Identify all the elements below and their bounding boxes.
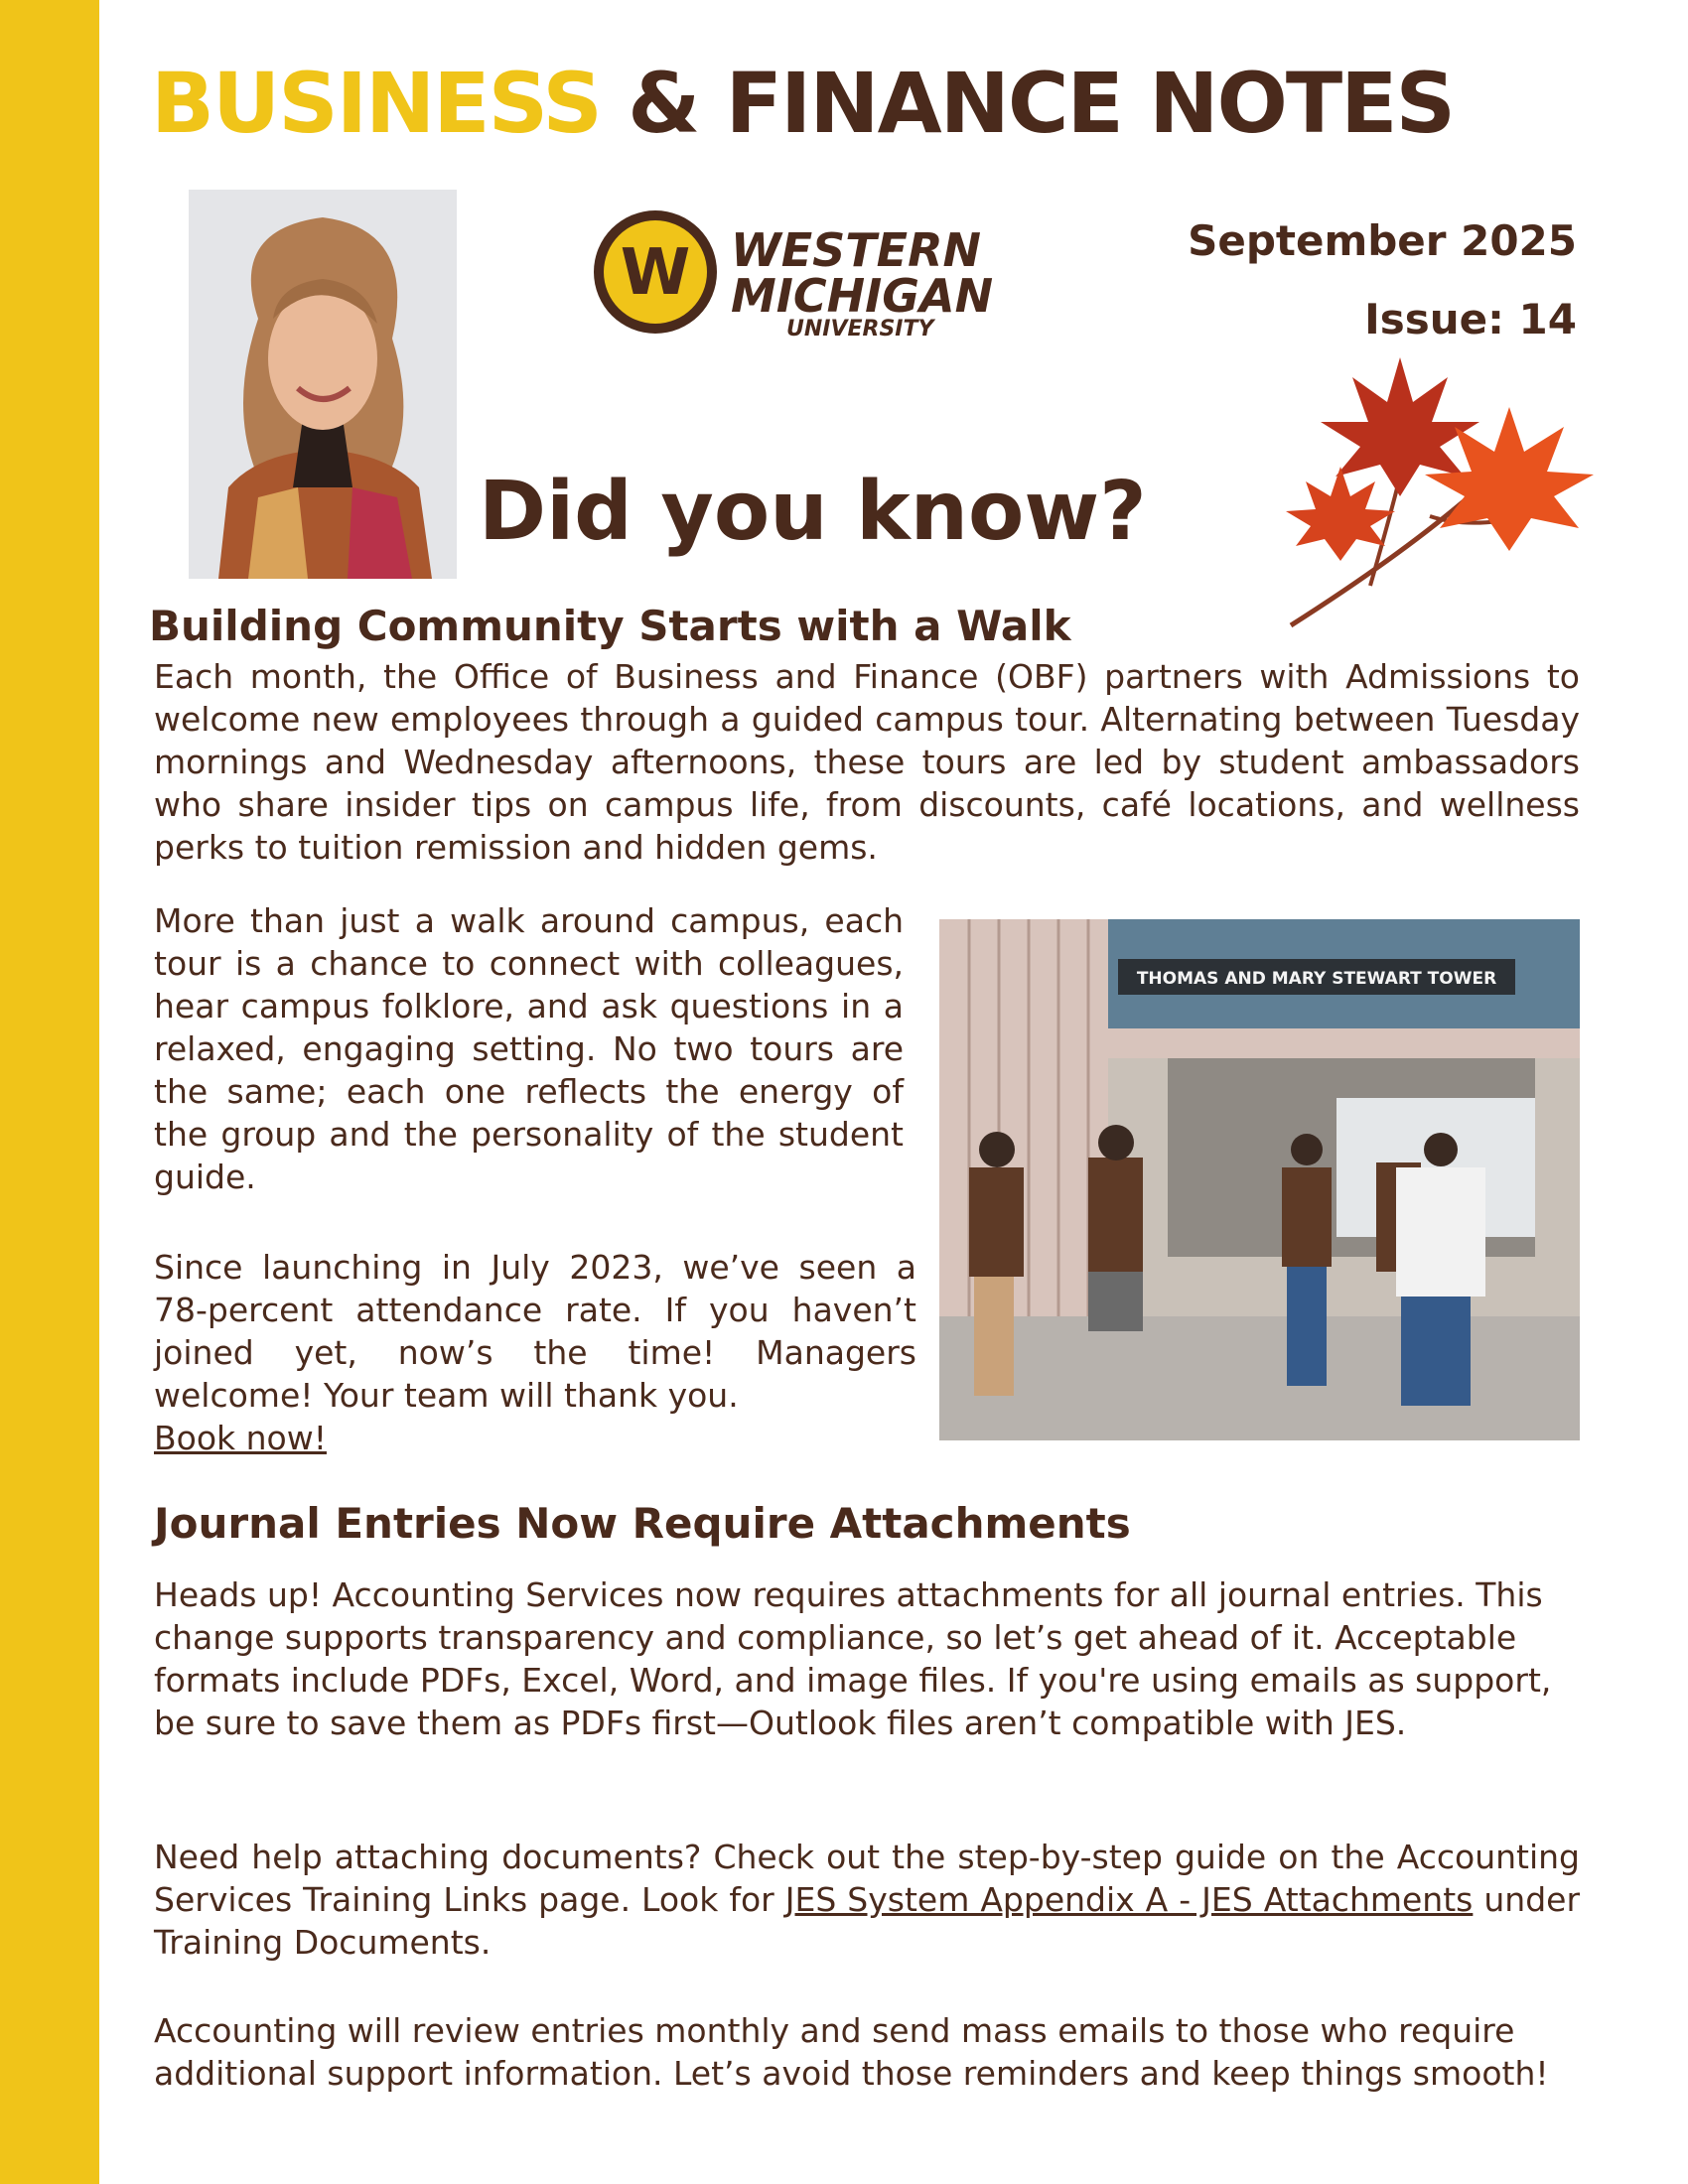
photo-sign-text: THOMAS AND MARY STEWART TOWER xyxy=(1136,969,1497,989)
gold-sidebar-stripe xyxy=(0,0,99,2184)
autumn-leaves-illustration xyxy=(1281,347,1599,630)
article2-paragraph2-tail: under Training Documents. xyxy=(154,1880,1581,1962)
article1-paragraph3: Since launching in July 2023, we’ve seen a 78-percent attendance rate. If you haven’t joined yet, now’s the time! Managers welcome! Your team will thank you. xyxy=(154,1248,916,1415)
issue-date: September 2025 xyxy=(1188,216,1577,265)
article2-paragraph2-lead: Need help attaching documents? Check out the step-by-step guide on the Accounting Services Training Links page. Look for xyxy=(154,1838,1580,1919)
book-now-link[interactable]: Book now! xyxy=(154,1419,327,1457)
article1-paragraph2: More than just a walk around campus, each tour is a chance to connect with colleagues, hear campus folklore, and ask questions in a relaxed, engaging setting. No two tours are the same; each one reflects the energy of the group and the personality of the student guide. xyxy=(154,901,904,1196)
article2-paragraph1: Heads up! Accounting Services now requires attachments for all journal entries. This change supports transparency and compliance, so let’s get ahead of it. Acceptable formats include PDFs, Excel, Word, and image files. If you're using emails as support, be sure to save them as PDFs first—Outlook files aren’t compatible with JES. xyxy=(154,1575,1552,1742)
logo-mark: W xyxy=(620,236,691,310)
portrait-photo xyxy=(189,190,457,579)
wmu-logo xyxy=(592,205,1019,340)
jes-attachments-link[interactable]: JES System Appendix A - JES Attachments xyxy=(784,1880,1474,1919)
article1-title: Building Community Starts with a Walk xyxy=(149,602,1071,650)
article2-paragraph2 xyxy=(154,1836,1580,1964)
article2-paragraph3: Accounting will review entries monthly and send mass emails to those who require additional support information. Let’s avoid those reminders and keep things smooth! xyxy=(154,2011,1549,2093)
issue-number: Issue: 14 xyxy=(1364,295,1577,343)
campus-tour-photo xyxy=(939,919,1580,1440)
masthead-business: BUSINESS xyxy=(151,55,601,152)
logo-line1: WESTERN xyxy=(731,223,982,277)
article2-title: Journal Entries Now Require Attachments xyxy=(154,1499,1131,1548)
logo-line2: MICHIGAN xyxy=(731,269,994,323)
headline: Did you know? xyxy=(479,465,1147,559)
article1-paragraph1: Each month, the Office of Business and Finance (OBF) partners with Admissions to welcome new employees through a guided campus tour. Alternating between Tuesday mornings and Wednesday afternoons, these tours are led by student ambassadors who share insider tips on campus life, from discounts, café locations, and wellness perks to tuition remission and hidden gems. xyxy=(154,657,1580,867)
logo-line3: UNIVERSITY xyxy=(786,317,934,340)
masthead-rest: & FINANCE NOTES xyxy=(628,55,1455,152)
newsletter-masthead xyxy=(151,55,1455,152)
